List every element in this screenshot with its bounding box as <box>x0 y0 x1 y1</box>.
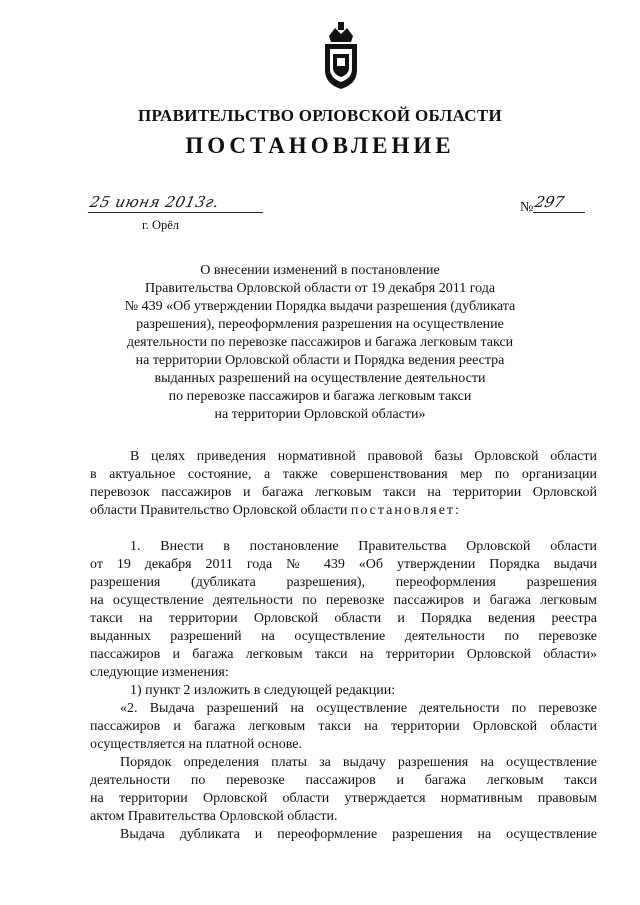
subject-line: деятельности по перевозке пассажиров и багажа легковым такси <box>126 335 514 350</box>
body-line: выданных разрешений на осуществление деятельности по перевозке <box>90 629 597 644</box>
subject-line: выданных разрешений на осуществление деятельности <box>154 371 486 386</box>
number-label: № <box>520 200 534 215</box>
body-line: разрешения (дубликата разрешения), переоформления разрешения <box>90 575 597 590</box>
city-label: г. Орёл <box>142 218 180 232</box>
body-line: следующие изменения: <box>90 665 229 680</box>
subject-line: разрешения), переоформления разрешения на осуществление <box>136 317 504 332</box>
subject-line: по перевозке пассажиров и багажа легковым такси <box>168 389 472 404</box>
organization-title: ПРАВИТЕЛЬСТВО ОРЛОВСКОЙ ОБЛАСТИ <box>137 106 503 125</box>
resolution-verb: постановляет: <box>350 503 461 518</box>
body-line: от 19 декабря 2011 года № 439 «Об утверждении Порядка выдачи <box>90 557 597 572</box>
subject-line: Правительства Орловской области от 19 декабря 2011 года <box>144 281 496 296</box>
body-line: пассажиров и багажа легковым такси на территории Орловской области <box>90 719 597 734</box>
body-line: Порядок определения платы за выдачу разрешения на осуществление <box>120 755 597 770</box>
body-line: актом Правительства Орловской области. <box>90 809 338 824</box>
body-line: пассажиров и багажа легковым такси на территории Орловской области» <box>90 647 597 662</box>
body-line: в актуальное состояние, а также совершенствования мер по организации <box>90 467 597 482</box>
preamble-end: области Правительство Орловской области <box>90 503 348 518</box>
document-body <box>90 448 597 844</box>
body-line: В целях приведения нормативной правовой базы Орловской области <box>130 449 597 464</box>
document-type-title: ПОСТАНОВЛЕНИЕ <box>185 133 455 158</box>
body-line: «2. Выдача разрешений на осуществление деятельности по перевозке <box>120 701 597 716</box>
subject-line: на территории Орловской области» <box>214 407 426 422</box>
body-line: на территории Орловской области утверждается нормативным правовым <box>90 791 597 806</box>
body-line: Выдача дубликата и переоформление разрешения на осуществление <box>120 827 597 842</box>
body-line: деятельности по перевозке пассажиров и багажа легковым такси <box>90 773 597 788</box>
body-line: 1) пункт 2 изложить в следующей редакции: <box>130 683 396 698</box>
document-subject <box>80 262 560 424</box>
body-line: осуществляется на платной основе. <box>90 737 302 752</box>
body-line: перевозок пассажиров и багажа легковым такси на территории Орловской <box>90 485 597 500</box>
body-line: на осуществление деятельности по перевозке пассажиров и багажа легковым <box>90 593 597 608</box>
coat-of-arms-icon <box>321 22 361 90</box>
subject-line: на территории Орловской области и Порядка ведения реестра <box>135 353 505 368</box>
handwritten-date: 25 июня 2013г. <box>88 193 267 213</box>
subject-line: № 439 «Об утверждении Порядка выдачи разрешения (дубликата <box>124 299 516 314</box>
handwritten-number: 297 <box>533 193 589 213</box>
paragraph-gap <box>90 520 597 538</box>
body-line: 1. Внести в постановление Правительства Орловской области <box>130 539 597 554</box>
subject-line: О внесении изменений в постановление <box>200 263 440 278</box>
body-line <box>90 502 597 520</box>
body-line: такси на территории Орловской области и Порядка ведения реестра <box>90 611 597 626</box>
